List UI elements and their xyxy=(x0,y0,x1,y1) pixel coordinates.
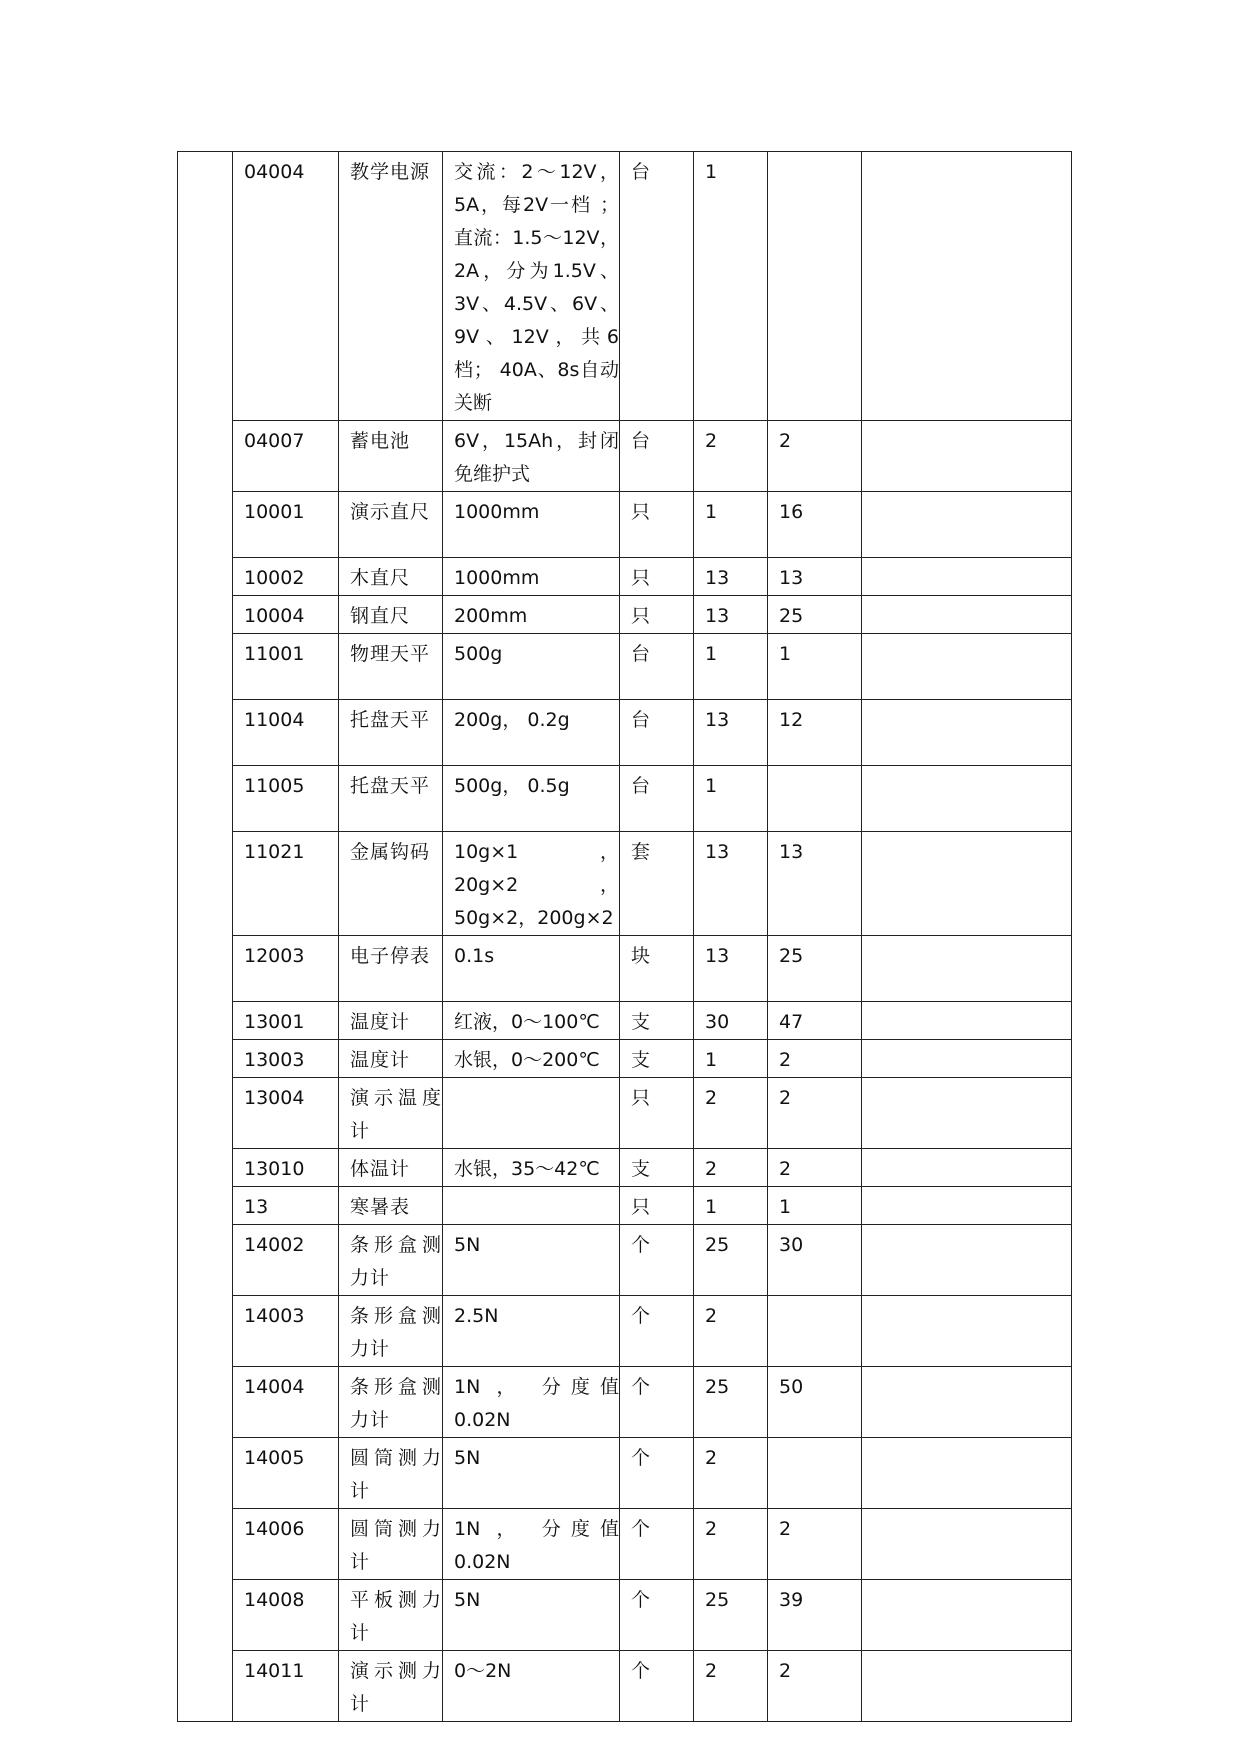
quantity-required-cell: 1 xyxy=(694,634,768,700)
item-unit-cell: 支 xyxy=(620,1149,694,1187)
item-unit-cell: 个 xyxy=(620,1580,694,1651)
item-unit-cell: 只 xyxy=(620,492,694,558)
quantity-required-cell: 1 xyxy=(694,1187,768,1225)
quantity-required-cell: 25 xyxy=(694,1580,768,1651)
item-spec-cell: 200g， 0.2g xyxy=(443,700,620,766)
item-spec-cell: 5N xyxy=(443,1225,620,1296)
item-unit-cell: 块 xyxy=(620,936,694,1002)
item-spec-cell: 500g xyxy=(443,634,620,700)
item-code-cell: 04007 xyxy=(233,421,339,492)
item-spec-cell: 1N ， 分度值0.02N xyxy=(443,1509,620,1580)
item-code-cell: 14008 xyxy=(233,1580,339,1651)
equipment-table xyxy=(177,151,1072,1722)
table-row xyxy=(178,1040,1072,1078)
item-name-cell: 温度计 xyxy=(339,1040,443,1078)
quantity-available-cell xyxy=(768,152,862,421)
item-name-cell: 蓄电池 xyxy=(339,421,443,492)
item-code-cell: 13004 xyxy=(233,1078,339,1149)
item-code-cell: 14004 xyxy=(233,1367,339,1438)
item-name-cell: 演示测力计 xyxy=(339,1651,443,1722)
item-unit-cell: 台 xyxy=(620,421,694,492)
item-spec-cell: 10g×1，20g×2，50g×2，200g×2 xyxy=(443,832,620,936)
quantity-available-cell: 39 xyxy=(768,1580,862,1651)
item-code-cell: 14003 xyxy=(233,1296,339,1367)
item-name-cell: 物理天平 xyxy=(339,634,443,700)
remarks-cell xyxy=(862,1651,1072,1722)
table-row xyxy=(178,1187,1072,1225)
item-spec-cell: 水银，35～42℃ xyxy=(443,1149,620,1187)
quantity-required-cell: 2 xyxy=(694,421,768,492)
item-spec-cell: 红液，0～100℃ xyxy=(443,1002,620,1040)
table-body xyxy=(178,152,1072,1722)
remarks-cell xyxy=(862,596,1072,634)
item-name-cell: 条形盒测力计 xyxy=(339,1225,443,1296)
remarks-cell xyxy=(862,492,1072,558)
quantity-available-cell xyxy=(768,766,862,832)
quantity-required-cell: 2 xyxy=(694,1078,768,1149)
item-spec-cell: 6V，15Ah，封闭免维护式 xyxy=(443,421,620,492)
item-code-cell: 14005 xyxy=(233,1438,339,1509)
item-unit-cell: 台 xyxy=(620,152,694,421)
remarks-cell xyxy=(862,1187,1072,1225)
table-row xyxy=(178,1225,1072,1296)
item-code-cell: 13003 xyxy=(233,1040,339,1078)
table-row xyxy=(178,1002,1072,1040)
item-unit-cell: 个 xyxy=(620,1225,694,1296)
item-spec-cell: 交流：2～12V，5A，每2V一档 ；直流：1.5～12V，2A，分为1.5V、3V、4.5V、6V、9V、12V，共6档； 40A、8s自动关断 xyxy=(443,152,620,421)
remarks-cell xyxy=(862,1509,1072,1580)
quantity-available-cell: 1 xyxy=(768,1187,862,1225)
quantity-available-cell: 1 xyxy=(768,634,862,700)
quantity-required-cell: 30 xyxy=(694,1002,768,1040)
item-code-cell: 13010 xyxy=(233,1149,339,1187)
category-cell xyxy=(178,152,233,1722)
item-code-cell: 14006 xyxy=(233,1509,339,1580)
item-spec-cell xyxy=(443,1078,620,1149)
item-unit-cell: 只 xyxy=(620,1078,694,1149)
table-row xyxy=(178,1509,1072,1580)
table-row xyxy=(178,1078,1072,1149)
remarks-cell xyxy=(862,558,1072,596)
item-name-cell: 木直尺 xyxy=(339,558,443,596)
remarks-cell xyxy=(862,152,1072,421)
remarks-cell xyxy=(862,766,1072,832)
table-row xyxy=(178,766,1072,832)
item-spec-cell xyxy=(443,1187,620,1225)
table-row xyxy=(178,1580,1072,1651)
quantity-required-cell: 2 xyxy=(694,1438,768,1509)
remarks-cell xyxy=(862,1078,1072,1149)
quantity-required-cell: 2 xyxy=(694,1509,768,1580)
table-row xyxy=(178,152,1072,421)
quantity-available-cell: 13 xyxy=(768,558,862,596)
item-spec-cell: 5N xyxy=(443,1438,620,1509)
item-name-cell: 条形盒测力计 xyxy=(339,1296,443,1367)
item-unit-cell: 个 xyxy=(620,1296,694,1367)
remarks-cell xyxy=(862,832,1072,936)
item-name-cell: 托盘天平 xyxy=(339,766,443,832)
item-code-cell: 11021 xyxy=(233,832,339,936)
quantity-available-cell: 12 xyxy=(768,700,862,766)
quantity-required-cell: 1 xyxy=(694,766,768,832)
table-row xyxy=(178,832,1072,936)
quantity-available-cell: 13 xyxy=(768,832,862,936)
table-row xyxy=(178,1651,1072,1722)
quantity-available-cell: 2 xyxy=(768,1651,862,1722)
item-code-cell: 13001 xyxy=(233,1002,339,1040)
item-spec-cell: 500g， 0.5g xyxy=(443,766,620,832)
quantity-available-cell: 25 xyxy=(768,596,862,634)
quantity-required-cell: 13 xyxy=(694,700,768,766)
remarks-cell xyxy=(862,634,1072,700)
item-unit-cell: 个 xyxy=(620,1438,694,1509)
remarks-cell xyxy=(862,1296,1072,1367)
item-name-cell: 钢直尺 xyxy=(339,596,443,634)
item-code-cell: 13 xyxy=(233,1187,339,1225)
item-code-cell: 12003 xyxy=(233,936,339,1002)
quantity-required-cell: 2 xyxy=(694,1296,768,1367)
remarks-cell xyxy=(862,1225,1072,1296)
item-unit-cell: 只 xyxy=(620,1187,694,1225)
table-row xyxy=(178,1149,1072,1187)
remarks-cell xyxy=(862,1149,1072,1187)
item-code-cell: 10001 xyxy=(233,492,339,558)
quantity-available-cell: 50 xyxy=(768,1367,862,1438)
remarks-cell xyxy=(862,1002,1072,1040)
remarks-cell xyxy=(862,936,1072,1002)
item-unit-cell: 支 xyxy=(620,1040,694,1078)
quantity-required-cell: 25 xyxy=(694,1367,768,1438)
remarks-cell xyxy=(862,421,1072,492)
quantity-available-cell: 2 xyxy=(768,1040,862,1078)
item-unit-cell: 只 xyxy=(620,558,694,596)
item-unit-cell: 只 xyxy=(620,596,694,634)
item-spec-cell: 1000mm xyxy=(443,558,620,596)
item-name-cell: 温度计 xyxy=(339,1002,443,1040)
quantity-required-cell: 1 xyxy=(694,1040,768,1078)
quantity-required-cell: 2 xyxy=(694,1651,768,1722)
quantity-available-cell: 16 xyxy=(768,492,862,558)
item-unit-cell: 个 xyxy=(620,1651,694,1722)
item-code-cell: 10002 xyxy=(233,558,339,596)
item-spec-cell: 2.5N xyxy=(443,1296,620,1367)
item-unit-cell: 台 xyxy=(620,766,694,832)
table-row xyxy=(178,700,1072,766)
remarks-cell xyxy=(862,1040,1072,1078)
quantity-available-cell xyxy=(768,1438,862,1509)
item-name-cell: 金属钩码 xyxy=(339,832,443,936)
item-unit-cell: 套 xyxy=(620,832,694,936)
item-spec-cell: 水银，0～200℃ xyxy=(443,1040,620,1078)
table-row xyxy=(178,492,1072,558)
item-unit-cell: 台 xyxy=(620,634,694,700)
item-spec-cell: 0～2N xyxy=(443,1651,620,1722)
remarks-cell xyxy=(862,1438,1072,1509)
item-unit-cell: 个 xyxy=(620,1509,694,1580)
quantity-available-cell xyxy=(768,1296,862,1367)
table-row xyxy=(178,1438,1072,1509)
item-unit-cell: 台 xyxy=(620,700,694,766)
quantity-required-cell: 13 xyxy=(694,558,768,596)
item-spec-cell: 0.1s xyxy=(443,936,620,1002)
item-name-cell: 圆筒测力计 xyxy=(339,1509,443,1580)
table-row xyxy=(178,634,1072,700)
quantity-required-cell: 13 xyxy=(694,936,768,1002)
item-code-cell: 14011 xyxy=(233,1651,339,1722)
quantity-available-cell: 47 xyxy=(768,1002,862,1040)
item-spec-cell: 200mm xyxy=(443,596,620,634)
remarks-cell xyxy=(862,1367,1072,1438)
quantity-required-cell: 25 xyxy=(694,1225,768,1296)
quantity-available-cell: 30 xyxy=(768,1225,862,1296)
item-code-cell: 14002 xyxy=(233,1225,339,1296)
item-name-cell: 教学电源 xyxy=(339,152,443,421)
item-code-cell: 11004 xyxy=(233,700,339,766)
item-name-cell: 托盘天平 xyxy=(339,700,443,766)
item-code-cell: 11005 xyxy=(233,766,339,832)
quantity-available-cell: 25 xyxy=(768,936,862,1002)
quantity-required-cell: 13 xyxy=(694,832,768,936)
item-unit-cell: 支 xyxy=(620,1002,694,1040)
table-row xyxy=(178,558,1072,596)
item-spec-cell: 1000mm xyxy=(443,492,620,558)
quantity-required-cell: 2 xyxy=(694,1149,768,1187)
item-code-cell: 11001 xyxy=(233,634,339,700)
item-spec-cell: 5N xyxy=(443,1580,620,1651)
item-name-cell: 平板测力计 xyxy=(339,1580,443,1651)
quantity-available-cell: 2 xyxy=(768,421,862,492)
item-name-cell: 寒暑表 xyxy=(339,1187,443,1225)
quantity-required-cell: 13 xyxy=(694,596,768,634)
item-name-cell: 电子停表 xyxy=(339,936,443,1002)
quantity-required-cell: 1 xyxy=(694,492,768,558)
item-name-cell: 演示温度计 xyxy=(339,1078,443,1149)
table-row xyxy=(178,1367,1072,1438)
quantity-available-cell: 2 xyxy=(768,1078,862,1149)
item-code-cell: 10004 xyxy=(233,596,339,634)
table-row xyxy=(178,1296,1072,1367)
quantity-required-cell: 1 xyxy=(694,152,768,421)
remarks-cell xyxy=(862,700,1072,766)
item-code-cell: 04004 xyxy=(233,152,339,421)
item-name-cell: 条形盒测力计 xyxy=(339,1367,443,1438)
item-name-cell: 体温计 xyxy=(339,1149,443,1187)
table-row xyxy=(178,936,1072,1002)
item-unit-cell: 个 xyxy=(620,1367,694,1438)
quantity-available-cell: 2 xyxy=(768,1509,862,1580)
item-name-cell: 圆筒测力计 xyxy=(339,1438,443,1509)
remarks-cell xyxy=(862,1580,1072,1651)
table-row xyxy=(178,596,1072,634)
quantity-available-cell: 2 xyxy=(768,1149,862,1187)
item-spec-cell: 1N ， 分度值0.02N xyxy=(443,1367,620,1438)
table-row xyxy=(178,421,1072,492)
item-name-cell: 演示直尺 xyxy=(339,492,443,558)
